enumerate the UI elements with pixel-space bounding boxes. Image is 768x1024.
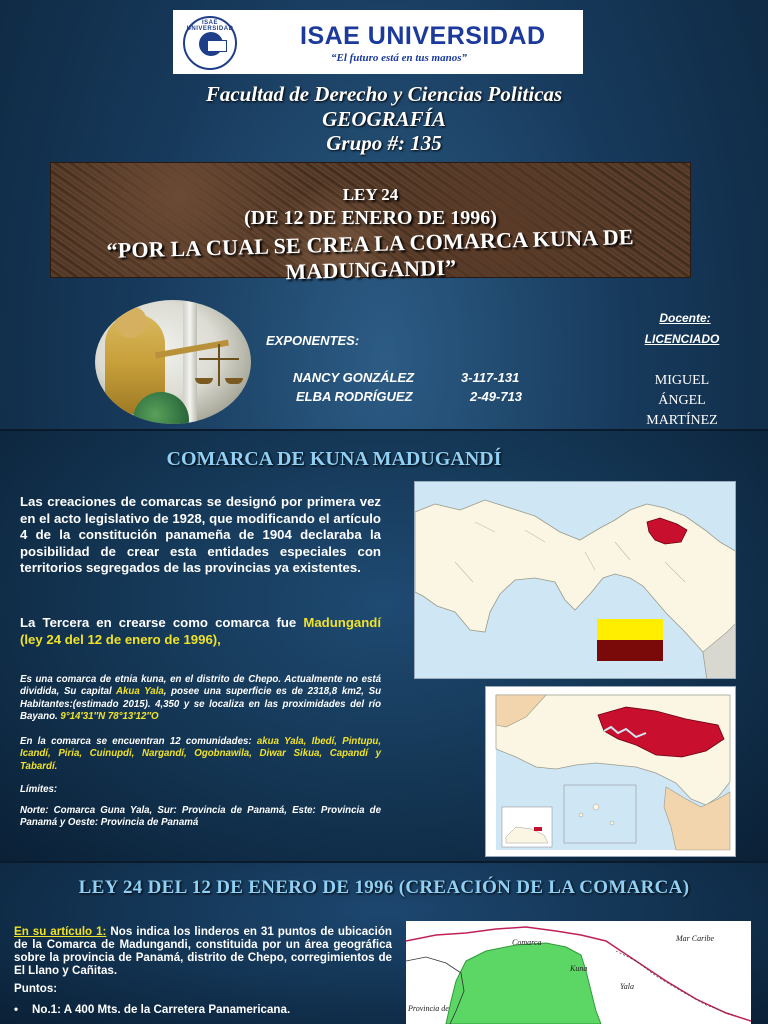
faculty-title: Facultad de Derecho y Ciencias Politicas	[205, 82, 563, 106]
comarca-flag	[597, 619, 663, 661]
teacher-name-line: MARTÍNEZ	[646, 413, 718, 428]
section-divider	[0, 861, 768, 863]
logo-seal-icon: ISAE UNIVERSIDAD	[183, 16, 237, 70]
third-comarca-paragraph: La Tercera en crearse como comarca fue Madungandí (ley 24 del 12 de enero de 1996),	[20, 615, 381, 647]
subject-title: GEOGRAFÍA	[322, 107, 446, 131]
map-label-comarca: Comarca	[512, 938, 542, 947]
section-divider	[0, 429, 768, 431]
teacher-name-line: MIGUEL	[654, 373, 710, 388]
coordinates: 9°14′31″N 78°13′12″O	[60, 710, 159, 722]
presenters-label: EXPONENTES:	[266, 333, 360, 348]
flag-stripe-top	[597, 619, 663, 640]
logo-title: ISAE UNIVERSIDAD	[300, 22, 546, 50]
article-paragraph: En su artículo 1: Nos indica los linderos en 31 puntos de ubicación de la Comarca de Madungandi, constituida por un área geográfica sobre la provincia de Panamá, distrito de Chepo, corregimientos de El Llano y Cañitas.	[14, 925, 392, 977]
points-label: Puntos:	[14, 982, 58, 995]
law-section-title: LEY 24 DEL 12 DE ENERO DE 1996 (CREACIÓN DE LA COMARCA)	[78, 877, 690, 898]
law-banner	[50, 162, 691, 285]
communities-paragraph: En la comarca se encuentran 12 comunidades: akua Yala, Ibedí, Pintupu, Icandí, Piria, Cuinupdi, Nargandí, Ogobnawila, Diwar Sikua, Capandí y Tabardí.	[20, 736, 382, 772]
map-label-sea: Mar Caribe	[676, 934, 714, 943]
limits-label: Límites:	[20, 784, 58, 795]
comarca-detail-map	[485, 686, 736, 857]
presenter-id: 3-117-131	[461, 370, 520, 385]
boundary-map	[406, 921, 751, 1024]
presenter-id: 2-49-713	[470, 389, 523, 404]
map-label-province: Provincia de	[408, 1004, 449, 1013]
history-paragraph: Las creaciones de comarcas se designó por primera vez en el acto legislativo de 1928, que modificando el artículo 4 de la constitución panameña de 1904 declaraba la posibilidad de crear esta entidades especiales con territorios segregados de las provincias ya existentes.	[20, 494, 381, 576]
teacher-title: LICENCIADO	[644, 332, 720, 346]
law-reference: Madungandí (ley 24 del 12 de enero de 1996),	[20, 615, 381, 647]
banner-line-1: LEY 24	[342, 185, 399, 204]
comarca-title: COMARCA DE KUNA MADUGANDÍ	[166, 448, 502, 470]
capital-name: Akua Yala	[116, 686, 164, 698]
description-paragraph: Es una comarca de etnia kuna, en el distrito de Chepo. Actualmente no está dividida, Su capital Akua Yala, posee una superficie es de 2318,8 km2, Su Habitantes:(estimado 2015). 4,350 y se localiza en las proximidades del río Bayano. 9°14′31″N 78°13′12″O	[20, 674, 381, 722]
panama-map	[414, 481, 736, 679]
article-label: En su artículo 1:	[14, 925, 107, 938]
map-label-yala: Yala	[620, 982, 634, 991]
university-logo	[173, 10, 583, 74]
list-item: • No.1: A 400 Mts. de la Carretera Panamericana.	[14, 1003, 291, 1016]
banner-line-3: “POR LA CUAL SE CREA LA COMARCA KUNA DE MADUNGANDI”	[106, 224, 635, 285]
communities-list: akua Yala, Ibedí, Pintupu, Icandí, Piria, Cuinupdi, Nargandí, Ogobnawila, Diwar Sikua, Capandí y Tabardí.	[20, 736, 382, 772]
map-label-kuna: Kuna	[570, 964, 588, 973]
teacher-name-line: ÁNGEL	[658, 393, 706, 408]
lady-justice-image	[95, 300, 251, 424]
limits-text: Norte: Comarca Guna Yala, Sur: Provincia de Panamá, Este: Provincia de Panamá y Oeste: Provincia de Panamá	[20, 805, 381, 829]
group-title: Grupo #: 135	[326, 131, 442, 155]
banner-line-2: (DE 12 DE ENERO DE 1996)	[244, 207, 497, 229]
flag-stripe-bottom	[597, 640, 663, 661]
presenter-name: ELBA RODRÍGUEZ	[296, 389, 413, 404]
teacher-label: Docente:	[659, 311, 711, 325]
presenter-name: NANCY GONZÁLEZ	[293, 370, 415, 385]
logo-slogan: “El futuro está en tus manos”	[331, 52, 468, 64]
